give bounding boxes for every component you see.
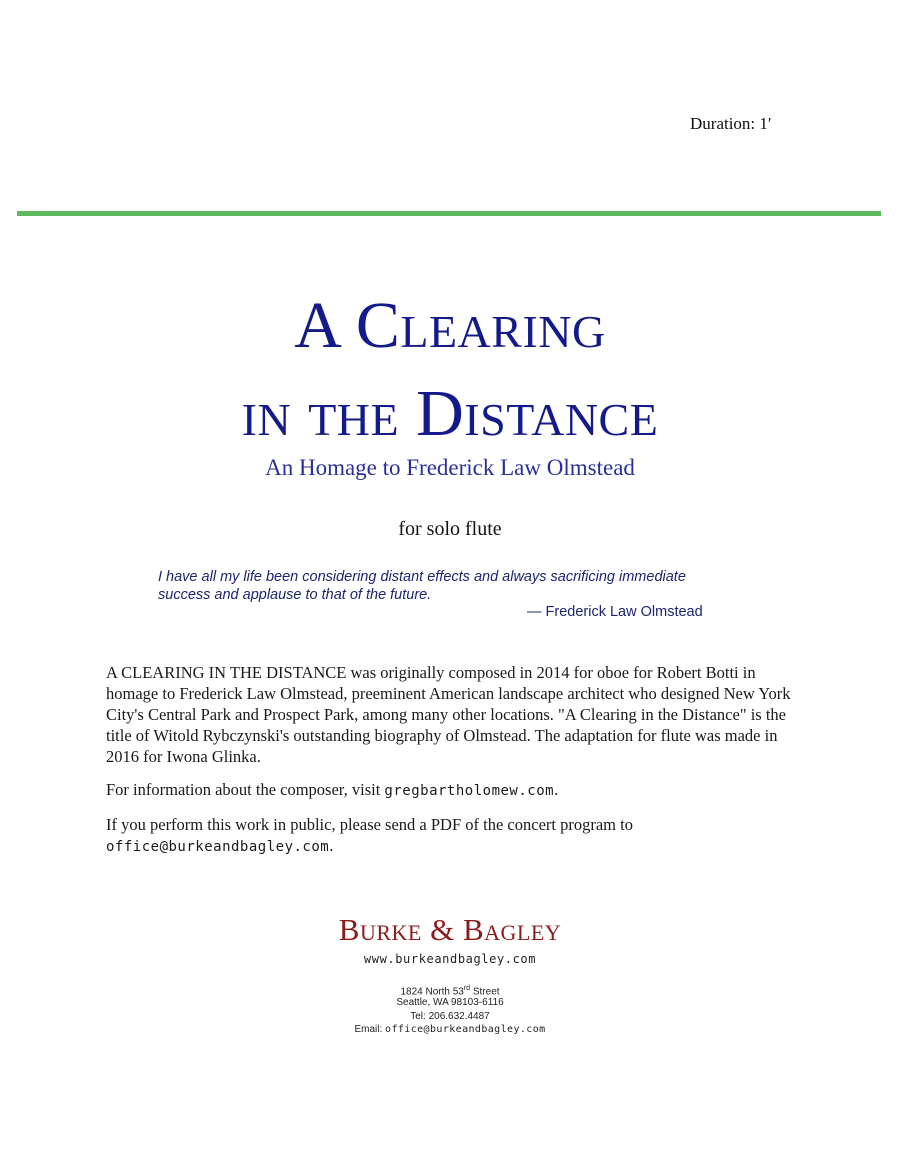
composer-info <box>106 779 806 802</box>
title-line-2: in the Distance <box>241 377 659 450</box>
publisher-phone: Tel: 206.632.4487 <box>410 1011 490 1022</box>
publisher-logo: Burke & Bagley <box>338 912 562 947</box>
publisher-email <box>0 1023 900 1037</box>
instrumentation: for solo flute <box>398 518 502 540</box>
composer-info-period: . <box>554 780 559 799</box>
street-number: 1824 North 53 <box>400 986 464 998</box>
duration-label: Duration: 1′ <box>690 114 772 133</box>
composer-website-link[interactable]: gregbartholomew.com <box>384 783 555 799</box>
performance-request <box>106 814 806 858</box>
epigraph-quote: I have all my life been considering distant effects and always sacrificing immediate success and applause to that of the future. <box>158 569 686 603</box>
green-divider <box>17 211 881 216</box>
publisher-city: Seattle, WA 98103-6116 <box>396 997 504 1008</box>
epigraph-attribution: — Frederick Law Olmstead <box>527 604 703 620</box>
program-note-paragraph: A CLEARING IN THE DISTANCE was originally composed in 2014 for oboe for Robert Botti in homage to Frederick Law Olmstead, preeminent American landscape architect who designed New York City's Central Park and Prospect Park, among many other locations. "A Clearing in the Distance" is the title of Witold Rybczynski's outstanding biography of Olmstead. The adaptation for flute was made in 2016 for Iwona Glinka. <box>106 663 791 766</box>
street-name: Street <box>472 986 500 998</box>
subtitle: An Homage to Frederick Law Olmstead <box>265 455 635 480</box>
performance-request-text: If you perform this work in public, please send a PDF of the concert program to <box>106 815 633 834</box>
publisher-website-link[interactable]: www.burkeandbagley.com <box>363 952 537 966</box>
publisher-email-address[interactable]: office@burkeandbagley.com <box>385 1024 546 1035</box>
performance-request-period: . <box>329 836 334 855</box>
publisher-email-link[interactable]: office@burkeandbagley.com <box>106 839 330 855</box>
street-suffix: rd <box>463 985 471 992</box>
title-line-1: A Clearing <box>294 289 606 362</box>
program-notes <box>106 662 806 870</box>
email-label: Email: <box>354 1024 383 1035</box>
composer-info-text: For information about the composer, visit <box>106 780 381 799</box>
